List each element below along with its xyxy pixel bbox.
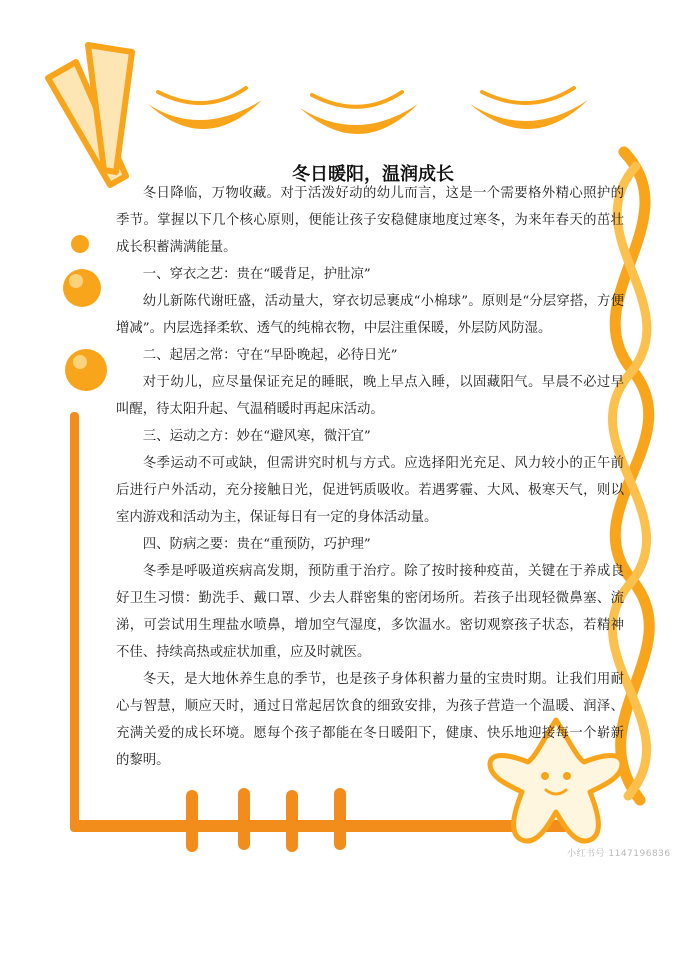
section-paragraph: 对于幼儿，应尽量保证充足的睡眠，晚上早点入睡，以固藏阳气。早晨不必过早叫醒，待太阳升起、气温稍暖时再起床活动。 [116, 375, 624, 417]
section-heading: 一、穿衣之艺：贵在“暖背足，护肚凉” [142, 267, 371, 282]
top-arc-decorations [148, 88, 588, 134]
section-heading: 三、运动之方：妙在“避风寒，微汗宜” [142, 429, 371, 444]
watermark: 小红书号 1147196836 [567, 849, 671, 859]
section-paragraph: 冬季运动不可或缺，但需讲究时机与方式。应选择阳光充足、风力较小的正午前后进行户外活动，充分接触日光，促进钙质吸收。若遇雾霾、大风、极寒天气，则以室内游戏和活动为主，保证每日有一定的身体活动量。 [116, 456, 624, 525]
section-paragraph: 幼儿新陈代谢旺盛，活动量大，穿衣切忌裹成“小棉球”。原则是“分层穿搭，方便增减”。内层选择柔软、透气的纯棉衣物，中层注重保暖，外层防风防湿。 [116, 294, 624, 336]
intro-paragraph: 冬日降临，万物收藏。对于活泼好动的幼儿而言，这是一个需要格外精心照护的季节。掌握以下几个核心原则，便能让孩子安稳健康地度过寒冬，为来年春天的茁壮成长积蓄满满能量。 [116, 186, 624, 255]
article-body [116, 180, 624, 774]
section-heading: 四、防病之要：贵在“重预防，巧护理” [142, 537, 371, 552]
page-title: 冬日暖阳，温润成长 [292, 164, 454, 185]
closing-paragraph: 冬天，是大地休养生息的季节，也是孩子身体积蓄力量的宝贵时期。让我们用耐心与智慧，顺应天时，通过日常起居饮食的细致安排，为孩子营造一个温暖、润泽、充满关爱的成长环境。愿每个孩子都能在冬日暖阳下，健康、快乐地迎接每一个崭新的黎明。 [116, 672, 624, 768]
left-border-bar [70, 412, 79, 832]
sun-ball-icon [63, 235, 107, 391]
section-heading: 二、起居之常：守在“早卧晚起，必待日光” [142, 348, 398, 363]
section-paragraph: 冬季是呼吸道疾病高发期，预防重于治疗。除了按时接种疫苗，关键在于养成良好卫生习惯：勤洗手、戴口罩、少去人群密集的密闭场所。若孩子出现轻微鼻塞、流涕，可尝试用生理盐水喷鼻，增加空气湿度，多饮温水。密切观察孩子状态，若精神不佳、持续高热或症状加重，应及时就医。 [116, 564, 624, 660]
bottom-border-bar [70, 788, 570, 852]
